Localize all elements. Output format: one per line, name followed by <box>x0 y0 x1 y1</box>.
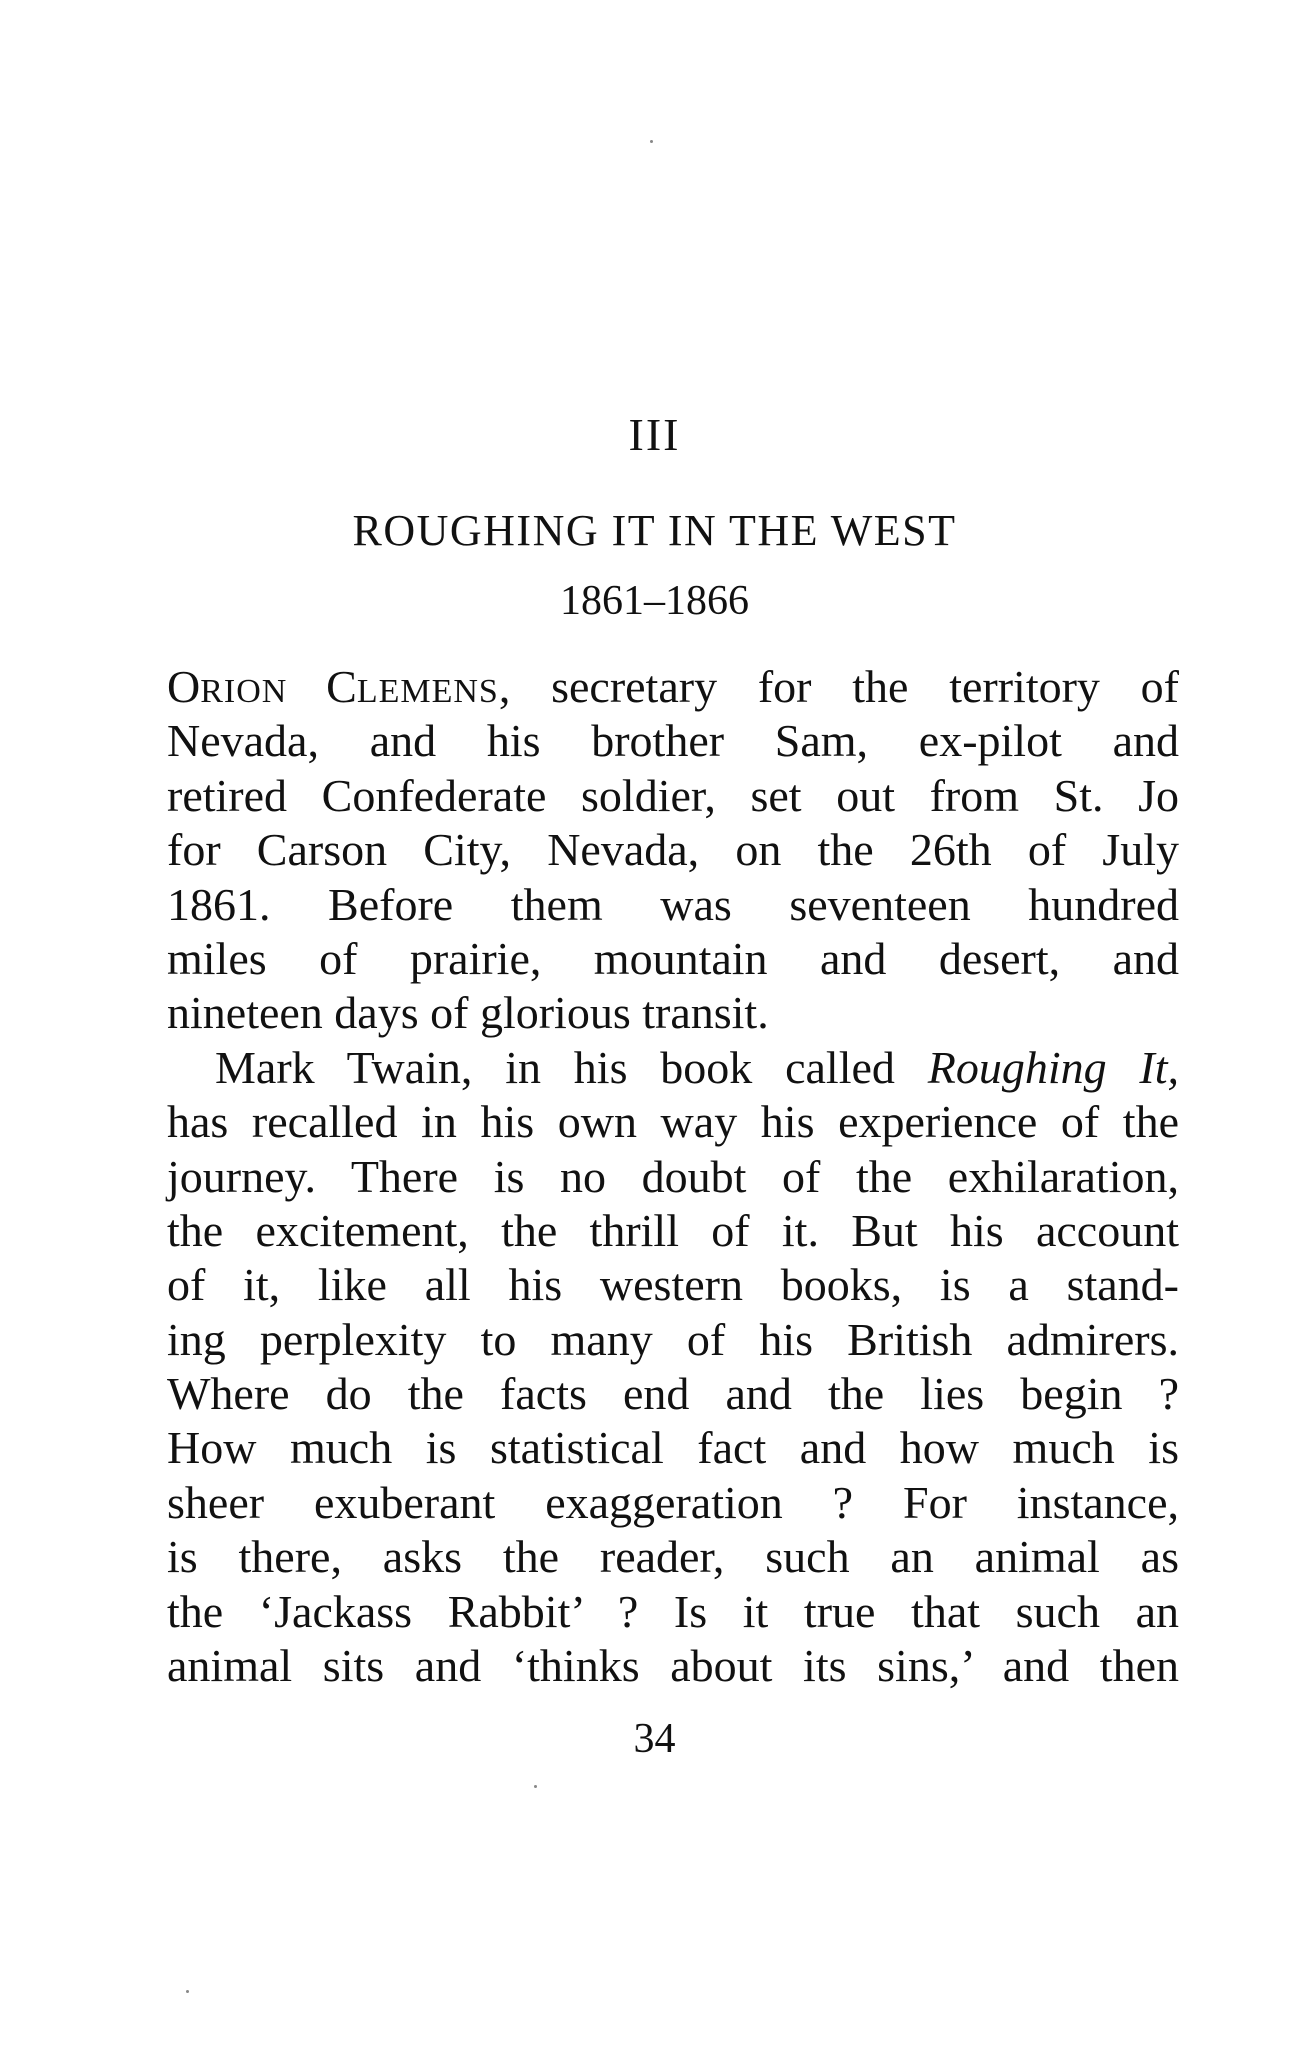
text-line: journey. There is no doubt of the exhilaration, <box>167 1150 1179 1202</box>
text-line: ing perplexity to many of his British admirers. <box>167 1313 1179 1365</box>
line-text: Mark Twain, in his book called <box>215 1041 928 1093</box>
text-line: retired Confederate soldier, set out from St. Jo <box>167 769 1179 821</box>
body-text <box>167 660 1179 1693</box>
paragraph-1 <box>167 660 1179 1041</box>
text-line: the ‘Jackass Rabbit’ ? Is it true that such an <box>167 1585 1179 1637</box>
text-line: miles of prairie, mountain and desert, and <box>167 932 1179 984</box>
chapter-number: III <box>628 409 681 460</box>
small-caps-text: RION <box>200 673 327 710</box>
small-caps-text: LEMENS <box>356 673 499 710</box>
page-number: 34 <box>633 1716 676 1762</box>
text-line: animal sits and ‘thinks about its sins,’ and then <box>167 1640 1179 1692</box>
text-line: sheer exuberant exaggeration ? For instance, <box>167 1476 1179 1528</box>
text-line: has recalled in his own way his experience of the <box>167 1096 1179 1148</box>
scan-speck <box>534 1785 537 1788</box>
text-line: nineteen days of glorious transit. <box>167 987 769 1039</box>
text-line: How much is statistical fact and how much is <box>167 1422 1179 1474</box>
text-line: 1861. Before them was seventeen hundred <box>167 878 1179 930</box>
text-line <box>167 1041 1179 1095</box>
text-line: of it, like all his western books, is a stand- <box>167 1259 1179 1311</box>
text-line <box>167 660 1179 714</box>
text-line: Nevada, and his brother Sam, ex-pilot and <box>167 715 1179 767</box>
scan-speck <box>186 1990 189 1993</box>
scan-speck <box>650 140 653 143</box>
book-title-italic: Roughing It, <box>927 1041 1179 1093</box>
paragraph-2 <box>167 1041 1179 1694</box>
small-caps-initial: C <box>326 661 357 712</box>
text-line: the excitement, the thrill of it. But his account <box>167 1204 1179 1256</box>
line-text: , secretary for the territory of <box>498 661 1180 712</box>
text-line: for Carson City, Nevada, on the 26th of July <box>167 824 1179 876</box>
chapter-dates: 1861–1866 <box>560 578 749 624</box>
chapter-title: ROUGHING IT IN THE WEST <box>352 506 957 555</box>
small-caps-initial: O <box>167 661 201 712</box>
text-line: Where do the facts end and the lies begin ? <box>167 1368 1179 1420</box>
text-line: is there, asks the reader, such an animal as <box>167 1531 1179 1583</box>
